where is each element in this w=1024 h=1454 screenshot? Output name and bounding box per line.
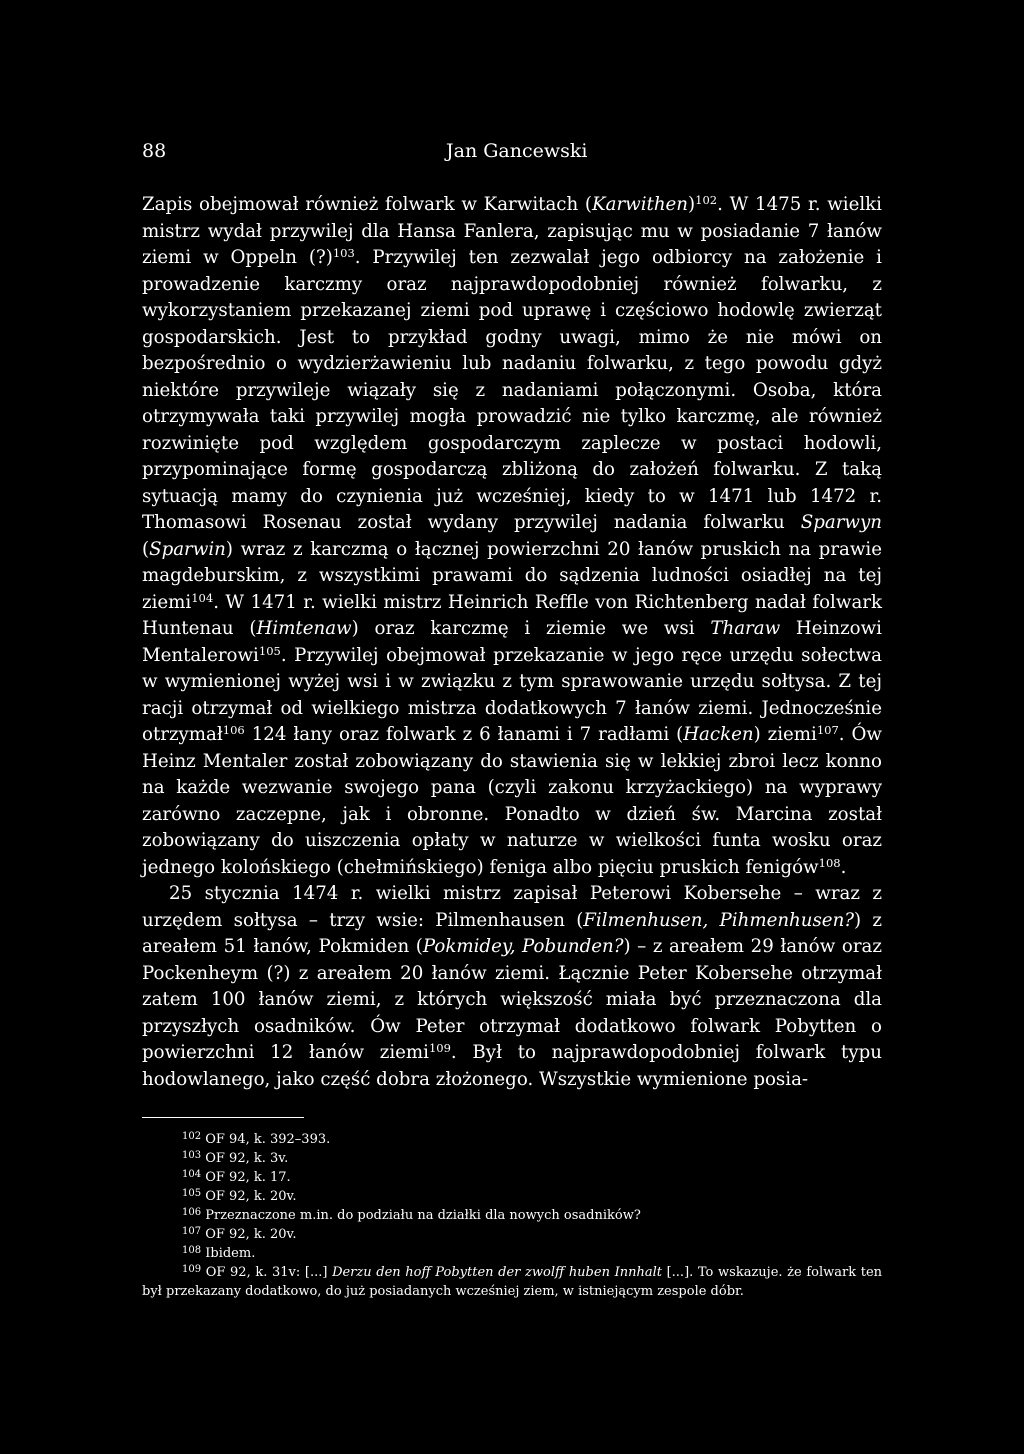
footnote-ref-103[interactable]: 103 bbox=[332, 246, 355, 260]
page-header bbox=[142, 132, 882, 168]
paragraph-2 bbox=[142, 881, 882, 1093]
footnote-number: 108 bbox=[182, 1245, 202, 1256]
italic-place-name: Pokmidey, Pobunden? bbox=[422, 936, 624, 957]
footnote-ref-105[interactable]: 105 bbox=[258, 643, 281, 658]
text-run: . bbox=[840, 856, 847, 878]
text-run: Zapis obejmował również folwark w Karwitach ( bbox=[142, 194, 593, 215]
footnote-text: OF 92, k. 20v. bbox=[205, 1189, 297, 1204]
text-run: ) bbox=[688, 194, 696, 215]
text-run: 124 łany oraz folwark z 6 łanami i 7 radłami ( bbox=[244, 724, 684, 745]
text-run: Heinzowi Mentalerowi bbox=[142, 618, 882, 666]
running-head-author: Jan Gancewski bbox=[446, 140, 588, 162]
text-run: . Przywilej ten zezwalał jego odbiorcy na założenie i prowadzenie karczmy oraz najprawdopodobniej również folwarku, z wykorzystaniem przekazanej ziemi pod uprawę i częściowo hodowlę zwierząt gospodarskich. Jest to przykład godny uwagi, mimo że nie mówi on bezpośrednio o wydzierżawieniu lub nadaniu folwarku, z tego powodu gdyż niektóre przywileje wiązały się z nadaniami połączonymi. Osoba, która otrzymywała taki przywilej mogła prowadzić nie tylko karczmę, ale również rozwinięte pod względem gospodarczym zaplecze w postaci hodowli, przypominające formę gospodarczą zbliżoną do założeń folwarku. Z taką sytuacją mamy do czynienia już wcześniej, kiedy to w 1471 lub 1472 r. Thomasowi Rosenau został wydany przywilej nadania folwarku bbox=[142, 247, 882, 533]
footnote-text: Ibidem. bbox=[205, 1246, 256, 1261]
footnote-number: 109 bbox=[182, 1264, 202, 1275]
footnote-number: 106 bbox=[182, 1207, 202, 1218]
italic-place-name: Filmenhusen, Pihmenhusen? bbox=[583, 909, 855, 931]
footnote-ref-102[interactable]: 102 bbox=[695, 193, 718, 207]
footnotes bbox=[142, 1130, 882, 1301]
italic-place-name: Sparwyn bbox=[800, 512, 882, 533]
footnote-109 bbox=[142, 1263, 882, 1301]
footnote-102 bbox=[142, 1130, 882, 1149]
document-page bbox=[142, 132, 882, 1301]
footnote-ref-106[interactable]: 106 bbox=[222, 723, 245, 737]
footnote-number: 105 bbox=[182, 1188, 202, 1199]
footnote-text: Przeznaczone m.in. do podziału na działki dla nowych osadników? bbox=[205, 1208, 641, 1223]
italic-place-name: Sparwin bbox=[149, 538, 226, 560]
footnote-ref-104[interactable]: 104 bbox=[191, 590, 214, 605]
footnote-ref-108[interactable]: 108 bbox=[818, 855, 841, 870]
footnote-ref-109[interactable]: 109 bbox=[428, 1041, 451, 1055]
footnote-number: 107 bbox=[182, 1226, 202, 1237]
footnote-text: OF 92, k. 31v: [...] bbox=[205, 1265, 333, 1280]
footnote-divider bbox=[142, 1117, 304, 1118]
footnote-103 bbox=[142, 1149, 882, 1168]
italic-place-name: Tharaw bbox=[710, 618, 781, 639]
footnote-104 bbox=[142, 1168, 882, 1187]
footnote-number: 104 bbox=[182, 1169, 202, 1180]
text-run: ) z areałem 51 łanów, Pokmiden ( bbox=[142, 909, 882, 957]
footnote-106 bbox=[142, 1206, 882, 1225]
text-run: . W 1471 r. wielki mistrz Heinrich Reffle von Richtenberg nadał folwark Huntenau ( bbox=[142, 591, 882, 639]
text-run: ) wraz z karczmą o łącznej powierzchni 20 łanów pruskich na prawie magdeburskim, z wszystkimi prawami do sądzenia ludności osiadłej na tej ziemi bbox=[142, 538, 882, 613]
text-run: 25 stycznia 1474 r. wielki mistrz zapisał Peterowi Kobersehe – wraz z urzędem sołtysa – trzy wsie: Pilmenhausen ( bbox=[142, 883, 882, 931]
italic-place-name: Himtenaw bbox=[256, 618, 352, 639]
footnote-text: OF 92, k. 20v. bbox=[205, 1227, 297, 1242]
footnote-107 bbox=[142, 1225, 882, 1244]
text-run: ) – z areałem 29 łanów oraz Pockenheym (?) z areałem 20 łanów ziemi. Łącznie Peter Kobersehe otrzymał zatem 100 łanów ziemi, z których większość miała być przeznaczona dla przyszłych osadników. Ów Peter otrzymał dodatkowo folwark Pobytten o powierzchni 12 łanów ziemi bbox=[142, 936, 882, 1063]
footnote-number: 103 bbox=[182, 1150, 202, 1161]
paragraph-1 bbox=[142, 192, 882, 881]
text-run: . W 1475 r. wielki mistrz wydał przywilej dla Hansa Fanlera, zapisując mu w posiadanie 7 łanów ziemi w Oppeln (?) bbox=[142, 194, 882, 268]
footnote-105 bbox=[142, 1187, 882, 1206]
footnote-text: OF 92, k. 17. bbox=[205, 1170, 291, 1185]
footnote-108 bbox=[142, 1244, 882, 1263]
footnote-text: OF 92, k. 3v. bbox=[205, 1151, 289, 1166]
body-text bbox=[142, 192, 882, 1093]
italic-place-name: Karwithen bbox=[592, 194, 689, 215]
text-run: ) ziemi bbox=[753, 724, 817, 745]
text-run: ( bbox=[142, 538, 150, 560]
footnote-italic-quote: Derzu den hoff Pobytten der zwolff huben Innhalt bbox=[332, 1265, 662, 1280]
italic-term: Hacken bbox=[683, 724, 754, 745]
text-run: . Przywilej obejmował przekazanie w jego ręce urzędu sołectwa w wymienionej wyżej wsi i w związku z tym sprawowanie urzędu sołtysa. Z tej racji otrzymał od wielkiego mistrza dodatkowych 7 łanów ziemi. Jednocześnie otrzymał bbox=[142, 644, 882, 745]
footnote-text: [...]. To wskazuje. że folwark ten był przekazany dodatkowo, do już posiadanych wcześniej ziem, w istniejącym zespole dóbr. bbox=[142, 1265, 883, 1299]
text-run: . Był to najprawdopodobniej folwark typu hodowlanego, jako część dobra złożonego. Wszystkie wymienione posia- bbox=[142, 1042, 882, 1090]
footnote-text: OF 94, k. 392–393. bbox=[205, 1132, 331, 1147]
text-run: . Ów Heinz Mentaler został zobowiązany do stawienia się w lekkiej zbroi lecz konno na każde wezwanie swojego pana (czyli zakonu krzyżackiego) na wyprawy zarówno zaczepne, jak i obronne. Ponadto w dzień św. Marcina został zobowiązany do uiszczenia opłaty w naturze w wielkości funta wosku oraz jednego kolońskiego (chełmińskiego) feniga albo pięciu pruskich fenigów bbox=[142, 724, 882, 878]
page-number: 88 bbox=[142, 140, 167, 162]
footnote-ref-107[interactable]: 107 bbox=[816, 723, 839, 737]
text-run: ) oraz karczmę i ziemie we wsi bbox=[351, 618, 711, 639]
footnote-number: 102 bbox=[182, 1131, 202, 1142]
